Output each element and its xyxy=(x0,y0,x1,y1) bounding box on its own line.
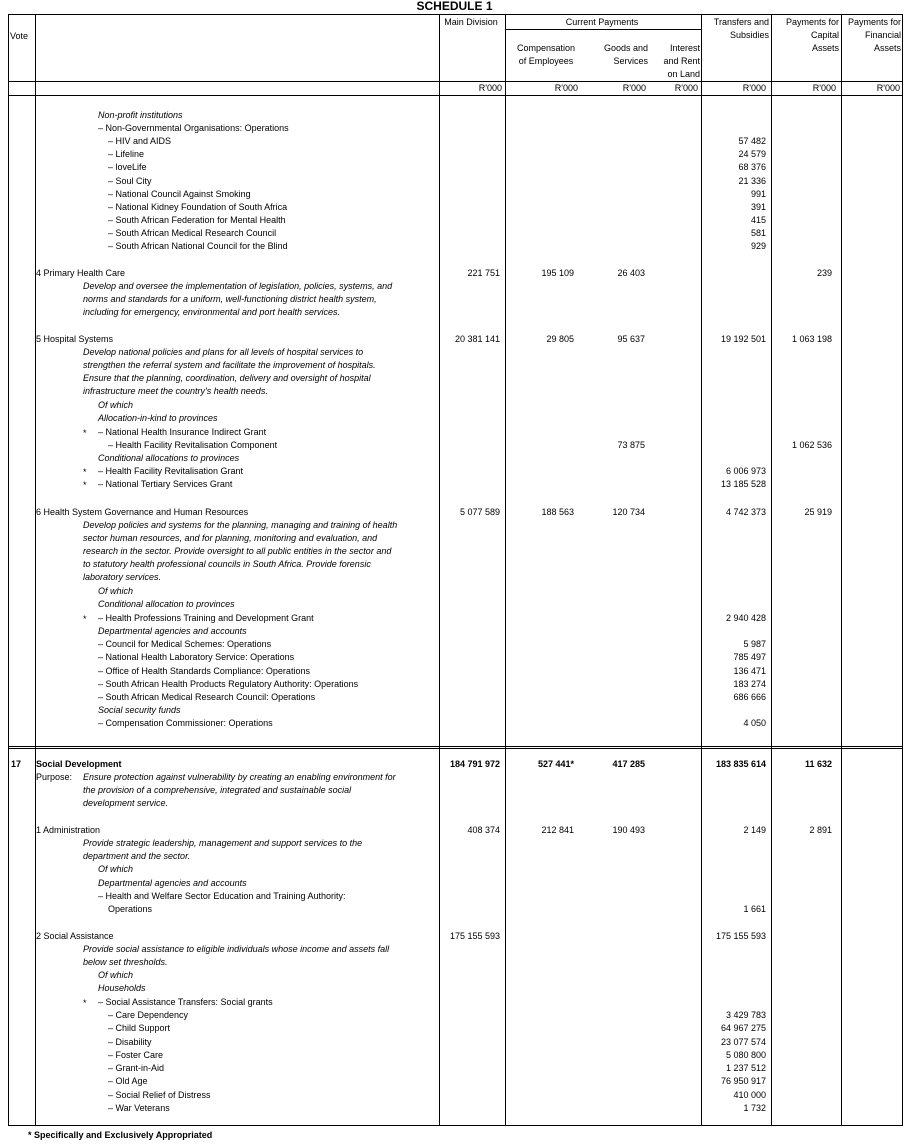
row-label: – Health Facility Revitalisation Grant xyxy=(98,466,244,476)
value-tr: 4 742 373 xyxy=(725,507,766,517)
interest-header-2: and Rent xyxy=(663,56,700,66)
row-label: Of which xyxy=(98,586,134,596)
value-gs: 95 637 xyxy=(617,334,645,344)
value-tr: 410 000 xyxy=(733,1090,766,1100)
value-gs: 190 493 xyxy=(612,825,645,835)
value-tr: 21 336 xyxy=(738,176,766,186)
value-tr: 183 835 614 xyxy=(715,759,766,769)
row-label: norms and standards for a uniform, well-functioning district health system, xyxy=(83,294,377,304)
value-tr: 6 006 973 xyxy=(725,466,766,476)
row-label: – Care Dependency xyxy=(108,1010,189,1020)
value-tr: 4 050 xyxy=(743,718,766,728)
row-label: Of which xyxy=(98,400,134,410)
value-tr: 64 967 275 xyxy=(720,1023,766,1033)
unit-main-division: R'000 xyxy=(478,83,502,93)
appropriated-marker: * xyxy=(83,467,87,477)
value-tr: 2 149 xyxy=(743,825,766,835)
row-label: Conditional allocation to provinces xyxy=(98,599,235,609)
row-label: – South African Medical Research Council xyxy=(108,228,277,238)
row-label: below set thresholds. xyxy=(83,957,168,967)
value-md: 5 077 589 xyxy=(459,507,500,517)
value-tr: 1 661 xyxy=(743,904,766,914)
footnote: * Specifically and Exclusively Appropriated xyxy=(28,1130,213,1140)
row-label: Households xyxy=(98,983,146,993)
vote-header: Vote xyxy=(10,31,29,41)
schedule-title: SCHEDULE 1 xyxy=(416,0,493,13)
row-label: 1 Administration xyxy=(36,825,101,835)
vote-number: 17 xyxy=(11,759,22,769)
value-ca: 2 891 xyxy=(809,825,832,835)
row-label: – Office of Health Standards Compliance: Operations xyxy=(98,666,310,676)
goods-header-2: Services xyxy=(613,56,648,66)
row-label: Develop policies and systems for the planning, managing and training of health xyxy=(83,520,398,530)
value-tr: 686 666 xyxy=(733,692,766,702)
value-gs: 73 875 xyxy=(617,440,645,450)
row-label: – Child Support xyxy=(108,1023,171,1033)
value-tr: 391 xyxy=(750,202,766,212)
appropriated-marker: * xyxy=(83,428,87,438)
value-tr: 2 940 428 xyxy=(725,613,766,623)
value-md: 175 155 593 xyxy=(449,931,500,941)
row-label: development service. xyxy=(83,798,169,808)
row-label: the provision of a comprehensive, integrated and sustainable social xyxy=(83,785,352,795)
unit-goods: R'000 xyxy=(622,83,646,93)
row-label: – National Kidney Foundation of South Africa xyxy=(108,202,288,212)
transfers-header-1: Transfers and xyxy=(713,17,769,27)
row-label: – National Health Insurance Indirect Grant xyxy=(98,427,267,437)
row-label: research in the sector. Provide oversight to all public entities in the sector and xyxy=(83,546,392,556)
value-tr: 136 471 xyxy=(733,666,766,676)
value-md: 221 751 xyxy=(467,268,500,278)
value-tr: 3 429 783 xyxy=(725,1010,766,1020)
goods-header-1: Goods and xyxy=(603,43,648,53)
value-tr: 175 155 593 xyxy=(715,931,766,941)
row-label: – Social Assistance Transfers: Social grants xyxy=(98,997,273,1007)
row-label: laboratory services. xyxy=(83,572,162,582)
compensation-header-1: Compensation xyxy=(516,43,576,53)
row-label: sector human resources, and for planning, monitoring and evaluation, and xyxy=(83,533,378,543)
row-label: – Disability xyxy=(108,1037,152,1047)
financial-header-3: Assets xyxy=(873,43,901,53)
capital-header-2: Capital xyxy=(810,30,839,40)
unit-transfers: R'000 xyxy=(742,83,766,93)
value-gs: 120 734 xyxy=(612,507,645,517)
value-ce: 527 441* xyxy=(537,759,574,769)
row-label: – Social Relief of Distress xyxy=(108,1090,211,1100)
row-label: strengthen the referral system and facilitate the improvement of hospitals. xyxy=(83,360,376,370)
unit-capital: R'000 xyxy=(812,83,836,93)
value-tr: 183 274 xyxy=(733,679,766,689)
value-ca: 25 919 xyxy=(804,507,832,517)
row-label: – National Tertiary Services Grant xyxy=(98,479,233,489)
value-tr: 57 482 xyxy=(738,136,766,146)
row-label: Develop national policies and plans for all levels of hospital services to xyxy=(83,347,364,357)
row-label: – Old Age xyxy=(108,1076,148,1086)
row-label: – Health Facility Revitalisation Component xyxy=(108,440,278,450)
row-label: Conditional allocations to provinces xyxy=(98,453,240,463)
row-label: – Non-Governmental Organisations: Operations xyxy=(98,123,289,133)
value-tr: 5 987 xyxy=(743,639,766,649)
row-label: Develop and oversee the implementation of legislation, policies, systems, and xyxy=(83,281,393,291)
appropriated-marker: * xyxy=(83,614,87,624)
unit-financial: R'000 xyxy=(876,83,900,93)
row-label: 2 Social Assistance xyxy=(36,931,114,941)
value-tr: 76 950 917 xyxy=(720,1076,766,1086)
row-label: – Council for Medical Schemes: Operations xyxy=(98,639,272,649)
value-gs: 26 403 xyxy=(617,268,645,278)
value-md: 408 374 xyxy=(467,825,500,835)
value-ce: 195 109 xyxy=(541,268,574,278)
value-gs: 417 285 xyxy=(612,759,645,769)
row-label: Of which xyxy=(98,864,134,874)
value-ce: 29 805 xyxy=(546,334,574,344)
row-label: 5 Hospital Systems xyxy=(36,334,114,344)
value-ca: 11 632 xyxy=(804,759,832,769)
capital-header-3: Assets xyxy=(811,43,839,53)
row-label: Purpose: xyxy=(36,772,73,782)
value-md: 184 791 972 xyxy=(449,759,500,769)
row-label: Operations xyxy=(108,904,153,914)
transfers-header-2: Subsidies xyxy=(729,30,769,40)
row-label: Provide strategic leadership, management and support services to the xyxy=(83,838,363,848)
value-ce: 188 563 xyxy=(541,507,574,517)
row-label: – South African Health Products Regulatory Authority: Operations xyxy=(98,679,359,689)
current-payments-header: Current Payments xyxy=(565,17,639,27)
compensation-header-2: of Employees xyxy=(518,56,574,66)
row-label: Ensure that the planning, coordination, delivery and oversight of hospital xyxy=(83,373,371,383)
row-label: Departmental agencies and accounts xyxy=(98,626,247,636)
value-tr: 68 376 xyxy=(738,162,766,172)
row-label: – South African Federation for Mental Health xyxy=(108,215,286,225)
row-label: – Health and Welfare Sector Education and Training Authority: xyxy=(98,891,346,901)
row-label: infrastructure meet the country's health needs. xyxy=(83,386,268,396)
value-tr: 415 xyxy=(750,215,766,225)
row-label: Social Development xyxy=(36,759,122,769)
row-label: – National Health Laboratory Service: Operations xyxy=(98,652,295,662)
row-label: – HIV and AIDS xyxy=(108,136,172,146)
capital-header-1: Payments for xyxy=(785,17,839,27)
appropriated-marker: * xyxy=(83,480,87,490)
value-ca: 1 062 536 xyxy=(791,440,832,450)
row-label: Ensure protection against vulnerability by creating an enabling environment for xyxy=(83,772,396,782)
value-tr: 23 077 574 xyxy=(720,1037,766,1047)
row-label: department and the sector. xyxy=(83,851,191,861)
row-label: – National Council Against Smoking xyxy=(108,189,251,199)
appropriated-marker: * xyxy=(83,998,87,1008)
value-tr: 24 579 xyxy=(738,149,766,159)
value-ca: 1 063 198 xyxy=(791,334,832,344)
unit-compensation: R'000 xyxy=(554,83,578,93)
row-label: including for emergency, environmental and port health services. xyxy=(83,307,340,317)
value-tr: 929 xyxy=(750,241,766,251)
row-label: – South African Medical Research Council: Operations xyxy=(98,692,316,702)
row-label: Provide social assistance to eligible individuals whose income and assets fall xyxy=(83,944,390,954)
row-label: 4 Primary Health Care xyxy=(36,268,126,278)
main-division-header: Main Division xyxy=(444,17,498,27)
interest-header-3: on Land xyxy=(667,69,700,79)
value-tr: 1 237 512 xyxy=(725,1063,766,1073)
row-label: to statutory health professional councils in South Africa. Provide forensic xyxy=(83,559,371,569)
row-label: – South African National Council for the Blind xyxy=(108,241,288,251)
row-label: Social security funds xyxy=(98,705,181,715)
value-md: 20 381 141 xyxy=(454,334,500,344)
value-tr: 19 192 501 xyxy=(720,334,766,344)
row-label: – Lifeline xyxy=(108,149,145,159)
financial-header-1: Payments for xyxy=(847,17,901,27)
interest-header-1: Interest xyxy=(669,43,700,53)
row-label: – Foster Care xyxy=(108,1050,164,1060)
row-label: Departmental agencies and accounts xyxy=(98,878,247,888)
value-tr: 581 xyxy=(750,228,766,238)
row-label: – Compensation Commissioner: Operations xyxy=(98,718,273,728)
value-tr: 1 732 xyxy=(743,1103,766,1113)
row-label: Allocation-in-kind to provinces xyxy=(98,413,218,423)
unit-interest: R'000 xyxy=(674,83,698,93)
row-label: – Health Professions Training and Development Grant xyxy=(98,613,314,623)
financial-header-2: Financial xyxy=(864,30,901,40)
row-label: – Grant-in-Aid xyxy=(108,1063,165,1073)
row-label: Of which xyxy=(98,970,134,980)
value-tr: 13 185 528 xyxy=(720,479,766,489)
row-label: Non-profit institutions xyxy=(98,110,183,120)
value-ca: 239 xyxy=(816,268,832,278)
value-tr: 785 497 xyxy=(733,652,766,662)
row-label: – Soul City xyxy=(108,176,152,186)
row-label: 6 Health System Governance and Human Resources xyxy=(36,507,249,517)
value-tr: 5 080 800 xyxy=(725,1050,766,1060)
row-label: – War Veterans xyxy=(108,1103,170,1113)
value-tr: 991 xyxy=(750,189,766,199)
row-label: – loveLife xyxy=(108,162,147,172)
value-ce: 212 841 xyxy=(541,825,574,835)
